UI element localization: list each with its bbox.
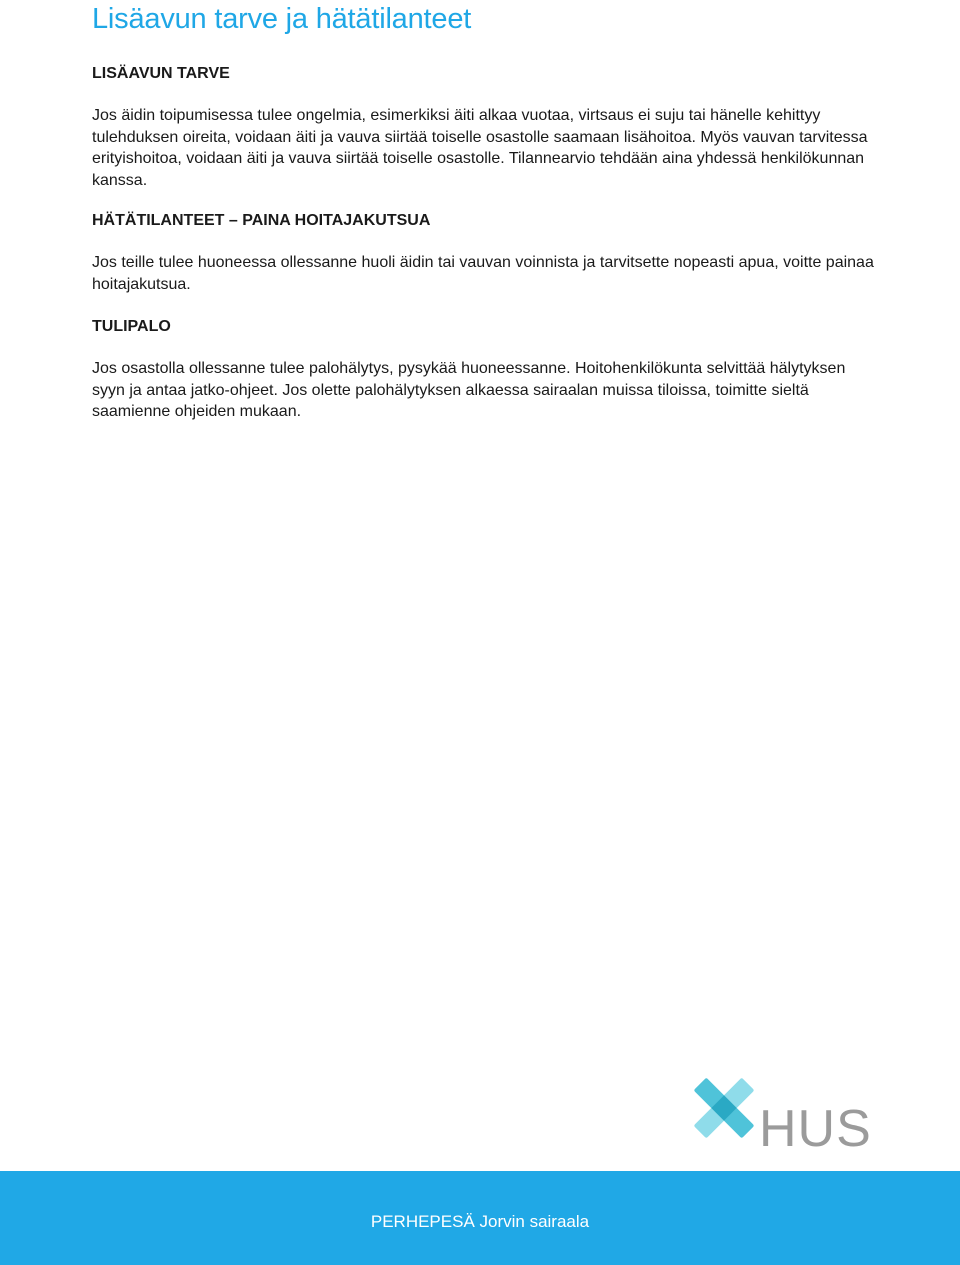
section-text-hatatilanteet: Jos teille tulee huoneessa ollessanne huoli äidin tai vauvan voinnista ja tarvitsette nopeasti apua, voitte painaa hoitajakutsua. (92, 254, 874, 293)
section-text-lisaavun-tarve: Jos äidin toipumisessa tulee ongelmia, esimerkiksi äiti alkaa vuotaa, virtsaus ei suju tai hänelle kehittyy tulehduksen oireita, voidaan äiti ja vauva siirtää toiselle osastolle saamaan lisähoitoa. Myös vauvan tarvitessa erityishoitoa, voidaan äiti ja vauva siirtää toiselle osastolle. Tilannearvio tehdään aina yhdessä henkilökunnan kanssa. (92, 107, 868, 189)
section-text-tulipalo: Jos osastolla ollessanne tulee palohälytys, pysykää huoneessanne. Hoitohenkilökunta selvittää hälytyksen syyn ja antaa jatko-ohjeet. Jos olette palohälytyksen alkaessa sairaalan muissa tiloissa, toimitte sieltä saamienne ohjeiden mukaan. (92, 360, 846, 420)
page-title: Lisäavun tarve ja hätätilanteet (92, 3, 472, 35)
section-heading-tulipalo: TULIPALO (92, 318, 171, 335)
footer-text: PERHEPESÄ Jorvin sairaala (370, 1212, 590, 1231)
section-heading-lisaavun-tarve: LISÄAVUN TARVE (92, 65, 230, 82)
hus-logo (692, 1070, 872, 1155)
document-body (92, 62, 882, 423)
hus-logo-text: HUS (759, 1100, 872, 1155)
section-heading-hatatilanteet: HÄTÄTILANTEET – PAINA HOITAJAKUTSUA (92, 212, 431, 229)
hus-cross-icon (692, 1070, 872, 1155)
